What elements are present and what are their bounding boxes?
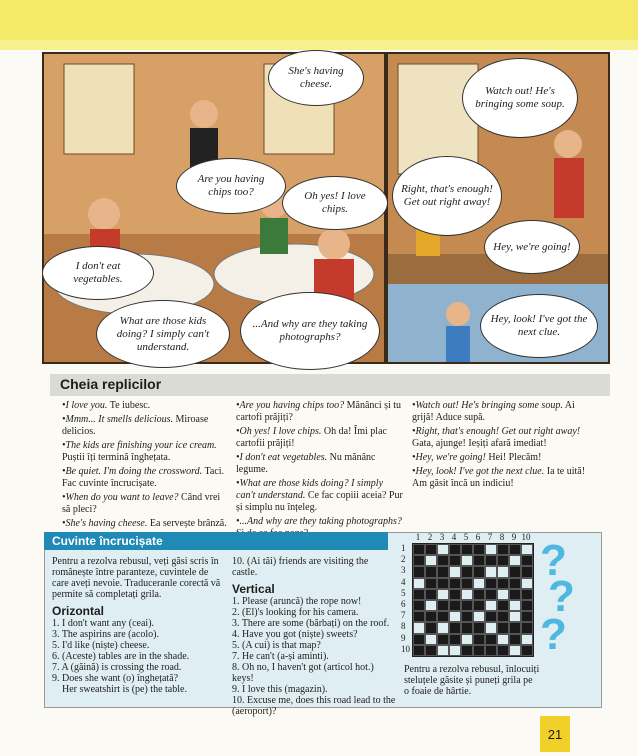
grid-cell: [449, 578, 461, 589]
grid-cell: [425, 600, 437, 611]
grid-cell: [437, 578, 449, 589]
crossword-col-1: [52, 556, 224, 695]
speech-bubble-chips-question: Are you having chips too?: [176, 158, 286, 214]
clue: 6. (Aceste) tables are in the shade.: [52, 651, 190, 662]
key-line: •When do you want to leave? Când vrei să pleci?: [62, 492, 221, 515]
question-mark-decoration: ?: [540, 610, 567, 659]
grid-cell: [521, 645, 533, 656]
grid-cell: [521, 566, 533, 577]
speech-bubble-soup: Watch out! He's bringing some soup.: [462, 58, 578, 138]
grid-cell: [473, 566, 485, 577]
grid-cell: [413, 645, 425, 656]
grid-cell: [509, 611, 521, 622]
key-line: •What are those kids doing? I simply can't understand. Ce fac copiii aceia? Pur și simplu nu înțeleg.: [236, 478, 403, 513]
grid-column-numbers: 1 2 3 4 5 6 7 8 9 10: [415, 532, 531, 542]
grid-cell: [425, 611, 437, 622]
grid-cell: [425, 645, 437, 656]
grid-cell: [509, 600, 521, 611]
grid-cell: [509, 578, 521, 589]
key-line: •Be quiet. I'm doing the crossword. Taci. Fac cuvinte încrucișate.: [62, 466, 225, 489]
grid-cell: [461, 634, 473, 645]
grid-cell: [413, 611, 425, 622]
grid-cell: [485, 555, 497, 566]
speech-bubble-going: Hey, we're going!: [484, 220, 580, 274]
crossword-col-2: [232, 556, 396, 717]
grid-cell: [449, 544, 461, 555]
grid-cell: [461, 622, 473, 633]
key-column-1: [62, 400, 230, 532]
grid-cell: [425, 578, 437, 589]
clue: Her sweatshirt is (pe) the table.: [62, 684, 187, 695]
grid-cell: [413, 600, 425, 611]
clue: 2. (El)'s looking for his camera.: [232, 607, 359, 618]
grid-cell: [509, 589, 521, 600]
clue: 1. Please (aruncă) the rope now!: [232, 596, 362, 607]
grid-cell: [485, 589, 497, 600]
clue: 9. Does she want (o) înghețată?: [52, 673, 179, 684]
grid-cell: [521, 600, 533, 611]
grid-cell: [521, 544, 533, 555]
grid-cell: [473, 611, 485, 622]
clue: 8. Oh no, I haven't got (articol hot.) keys!: [232, 662, 374, 684]
grid-cell: [437, 622, 449, 633]
grid-cell: [509, 555, 521, 566]
page-number: 21: [540, 716, 570, 752]
vertical-heading: Vertical: [232, 582, 275, 596]
key-line: •She's having cheese. Ea servește brânză.: [62, 518, 227, 529]
clue: 7. A (găină) is crossing the road.: [52, 662, 182, 673]
grid-cell: [485, 634, 497, 645]
grid-cell: [437, 634, 449, 645]
grid-cell: [413, 589, 425, 600]
grid-cell: [497, 645, 509, 656]
question-mark-decoration: ?: [540, 536, 567, 585]
clue: 3. The aspirins are (acolo).: [52, 629, 159, 640]
grid-cell: [413, 544, 425, 555]
grid-cell: [521, 622, 533, 633]
grid-cell: [425, 544, 437, 555]
grid-cell: [497, 611, 509, 622]
grid-cell: [497, 600, 509, 611]
crossword-grid: [412, 543, 534, 657]
clue: 4. Have you got (niște) sweets?: [232, 629, 358, 640]
grid-cell: [413, 555, 425, 566]
grid-cell: [437, 566, 449, 577]
key-line: •I don't eat vegetables. Nu mănânc legume.: [236, 452, 376, 475]
grid-cell: [449, 622, 461, 633]
grid-cell: [449, 634, 461, 645]
grid-cell: [521, 634, 533, 645]
grid-cell: [497, 555, 509, 566]
key-column-2: [236, 400, 404, 542]
grid-cell: [521, 589, 533, 600]
grid-cell: [509, 544, 521, 555]
grid-cell: [437, 611, 449, 622]
clue: 5. I'd like (niște) cheese.: [52, 640, 150, 651]
grid-cell: [473, 544, 485, 555]
grid-cell: [449, 600, 461, 611]
grid-cell: [485, 645, 497, 656]
clue: 9. I love this (magazin).: [232, 684, 328, 695]
grid-cell: [473, 645, 485, 656]
grid-cell: [425, 622, 437, 633]
grid-cell: [437, 589, 449, 600]
clue: 10. Excuse me, does this road lead to the (aeroport)?: [232, 695, 396, 717]
grid-cell: [509, 634, 521, 645]
grid-cell: [449, 611, 461, 622]
speech-bubble-get-out: Right, that's enough! Get out right away!: [392, 156, 502, 236]
crossword-intro: Pentru a rezolva rebusul, veți găsi scris în românește între paranteze, cuvintele de care aveți nevoie. Traduceranle corectă vă permite să completați grila.: [52, 556, 221, 600]
speech-bubble-clue: Hey, look! I've got the next clue.: [480, 294, 598, 358]
question-mark-decoration: ?: [548, 572, 575, 621]
grid-cell: [437, 555, 449, 566]
orizontal-heading: Orizontal: [52, 604, 105, 618]
key-line: •I love you. Te iubesc.: [62, 400, 151, 411]
key-line: •Right, that's enough! Get out right away! Gata, ajunge! Ieșiți afară imediat!: [412, 426, 581, 449]
grid-cell: [449, 589, 461, 600]
grid-cell: [437, 600, 449, 611]
grid-cell: [461, 611, 473, 622]
grid-cell: [485, 611, 497, 622]
grid-cell: [461, 589, 473, 600]
grid-cell: [461, 555, 473, 566]
grid-cell: [509, 566, 521, 577]
grid-cell: [509, 622, 521, 633]
crossword-title: Cuvinte încrucișate: [44, 532, 388, 550]
crossword-footer: Pentru a rezolva rebusul, înlocuiți steluțele găsite și puneți grila pe o foaie de hârtie.: [404, 664, 540, 697]
grid-cell: [485, 578, 497, 589]
grid-cell: [461, 600, 473, 611]
grid-cell: [485, 544, 497, 555]
clue: 1. I don't want any (ceai).: [52, 618, 155, 629]
grid-cell: [473, 578, 485, 589]
clue: 3. There are some (bărbați) on the roof.: [232, 618, 390, 629]
grid-cell: [437, 645, 449, 656]
key-column-3: [412, 400, 592, 492]
grid-row-numbers: 1 2 3 4 5 6 7 8 9 10: [401, 543, 410, 654]
key-line: •The kids are finishing your ice cream. Puștii îți termină înghețata.: [62, 440, 217, 463]
key-title: Cheia replicilor: [60, 376, 162, 392]
grid-cell: [497, 566, 509, 577]
grid-cell: [449, 566, 461, 577]
grid-cell: [413, 578, 425, 589]
top-band-light: [0, 40, 638, 50]
clue: 5. (A cui) is that map?: [232, 640, 321, 651]
key-line: •Hey, look! I've got the next clue. Ia te uită! Am găsit încă un indiciu!: [412, 466, 586, 489]
grid-cell: [485, 566, 497, 577]
grid-cell: [461, 566, 473, 577]
speech-bubble-photographs: ...And why are they taking photographs?: [240, 292, 380, 370]
speech-bubble-cheese: She's having cheese.: [268, 50, 364, 106]
clue: 10. (Ai tăi) friends are visiting the castle.: [232, 556, 369, 578]
grid-cell: [473, 600, 485, 611]
grid-cell: [497, 622, 509, 633]
grid-cell: [521, 611, 533, 622]
grid-cell: [413, 566, 425, 577]
grid-cell: [521, 578, 533, 589]
grid-cell: [497, 544, 509, 555]
grid-cell: [497, 634, 509, 645]
speech-bubble-kids: What are those kids doing? I simply can't understand.: [96, 300, 230, 368]
grid-cell: [449, 555, 461, 566]
grid-cell: [473, 622, 485, 633]
grid-cell: [509, 645, 521, 656]
grid-cell: [497, 589, 509, 600]
grid-cell: [473, 589, 485, 600]
speech-bubble-love-chips: Oh yes! I love chips.: [282, 176, 388, 230]
grid-cell: [413, 634, 425, 645]
key-line: •Mmm... It smells delicious. Miroase delicios.: [62, 414, 209, 437]
grid-cell: [485, 622, 497, 633]
grid-cell: [437, 544, 449, 555]
grid-cell: [461, 578, 473, 589]
top-band: [0, 0, 638, 44]
grid-cell: [521, 555, 533, 566]
key-line: •Watch out! He's bringing some soup. Ai grijă! Aduce supă.: [412, 400, 575, 423]
key-line: •Are you having chips too? Mănânci și tu cartofi prăjiți?: [236, 400, 402, 423]
grid-cell: [461, 544, 473, 555]
grid-cell: [461, 645, 473, 656]
grid-cell: [473, 634, 485, 645]
clue: 7. He can't (a-și aminti).: [232, 651, 329, 662]
grid-cell: [473, 555, 485, 566]
grid-cell: [413, 622, 425, 633]
grid-cell: [449, 645, 461, 656]
grid-cell: [425, 589, 437, 600]
grid-cell: [425, 555, 437, 566]
speech-bubble-vegetables: I don't eat vegetables.: [42, 246, 154, 300]
key-line: •Hey, we're going! Hei! Plecăm!: [412, 452, 542, 463]
grid-cell: [485, 600, 497, 611]
grid-cell: [497, 578, 509, 589]
key-line: •...And why are they taking photographs?: [236, 516, 402, 527]
grid-cell: [425, 634, 437, 645]
grid-cell: [425, 566, 437, 577]
key-line: •Oh yes! I love chips. Oh da! Îmi plac cartofii prăjiți!: [236, 426, 387, 449]
